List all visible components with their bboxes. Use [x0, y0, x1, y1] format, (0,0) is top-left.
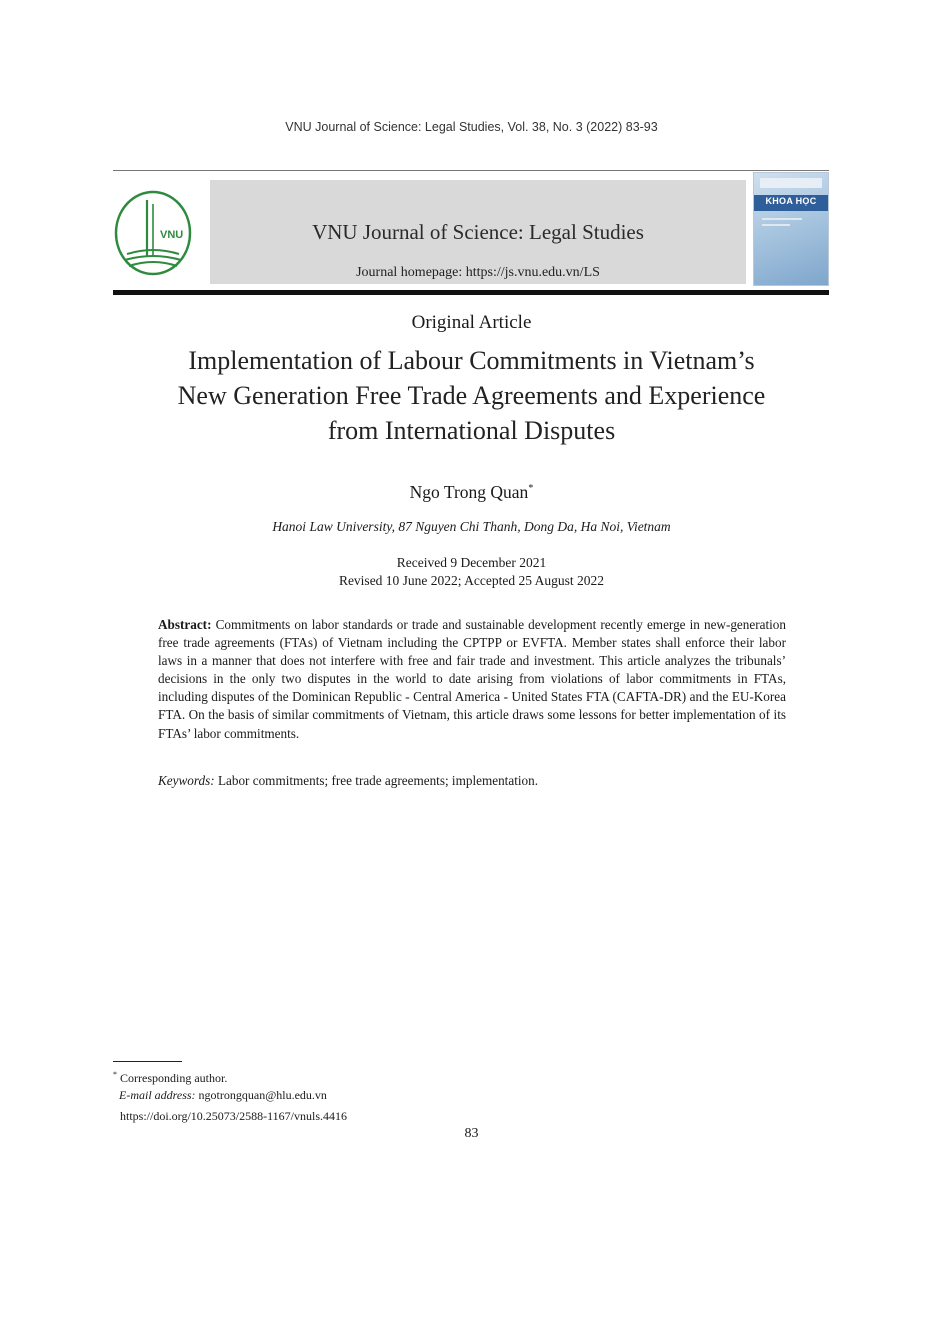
title-line-1: Implementation of Labour Commitments in Vietnam’s — [188, 346, 755, 375]
affiliation: Hanoi Law University, 87 Nguyen Chi Thanh, Dong Da, Ha Noi, Vietnam — [272, 519, 671, 534]
cover-band — [754, 195, 828, 211]
footnote-rule — [113, 1061, 182, 1062]
corresponding-label: Corresponding author. — [120, 1071, 228, 1085]
footnote-mark: * — [113, 1070, 117, 1079]
vnu-logo-icon — [113, 188, 193, 278]
keywords — [158, 773, 786, 789]
cover-line — [762, 224, 790, 226]
cover-top-strip — [760, 178, 822, 188]
abstract — [158, 616, 786, 743]
journal-homepage: Journal homepage: https://js.vnu.edu.vn/LS — [356, 265, 600, 280]
corresponding-author — [113, 1066, 713, 1087]
banner-title-box — [210, 180, 746, 284]
abstract-label: Abstract: — [158, 617, 212, 632]
journal-cover-image — [753, 172, 829, 286]
journal-title: VNU Journal of Science: Legal Studies — [312, 220, 644, 244]
keywords-text: Labor commitments; free trade agreements; implementation. — [217, 773, 539, 788]
author-mark: * — [528, 483, 534, 495]
title-line-2: New Generation Free Trade Agreements and Experience — [177, 381, 766, 410]
article-title — [130, 343, 813, 448]
title-line-3: from International Disputes — [327, 416, 616, 445]
article-dates — [0, 554, 943, 590]
email-label: E-mail address: — [119, 1088, 196, 1102]
footnote — [113, 1066, 713, 1104]
logo-text: VNU — [160, 229, 184, 241]
running-head: VNU Journal of Science: Legal Studies, Vol. 38, No. 3 (2022) 83-93 — [285, 120, 658, 134]
author — [0, 482, 943, 503]
banner-bottom-rule — [113, 290, 829, 295]
page-number: 83 — [464, 1126, 479, 1141]
abstract-text: Commitments on labor standards or trade and sustainable development recently emerge in new-generation free trade agreements (FTAs) of Vietnam including the CPTPP or EVFTA. Member states shall enforce their labor laws in a manner that does not interfere with free and fair trade and investment. This article analyzes the tribunals’ decisions in the only two disputes in the world to date arising from violations of labor commitments in FTAs, including disputes of the Dominican Republic - Central America - United States FTA (CAFTA-DR) and the EU-Korea FTA. On the basis of similar commitments of Vietnam, this article draws some lessons for better implementation of its FTAs’ labor commitments. — [158, 617, 786, 741]
keywords-label: Keywords: — [158, 773, 215, 788]
cover-line — [762, 218, 802, 220]
journal-banner — [113, 170, 829, 296]
banner-top-rule — [113, 170, 829, 171]
email-line — [113, 1087, 713, 1104]
article-type: Original Article — [411, 312, 532, 333]
author-name: Ngo Trong Quan — [409, 482, 529, 502]
received-date: Received 9 December 2021 — [396, 555, 547, 570]
doi-link[interactable]: https://doi.org/10.25073/2588-1167/vnuls.4416 — [120, 1109, 348, 1123]
cover-title: KHOA HỌC — [765, 196, 817, 206]
email-address[interactable]: ngotrongquan@hlu.edu.vn — [198, 1088, 327, 1102]
revised-accepted-date: Revised 10 June 2022; Accepted 25 August 2022 — [338, 573, 605, 588]
